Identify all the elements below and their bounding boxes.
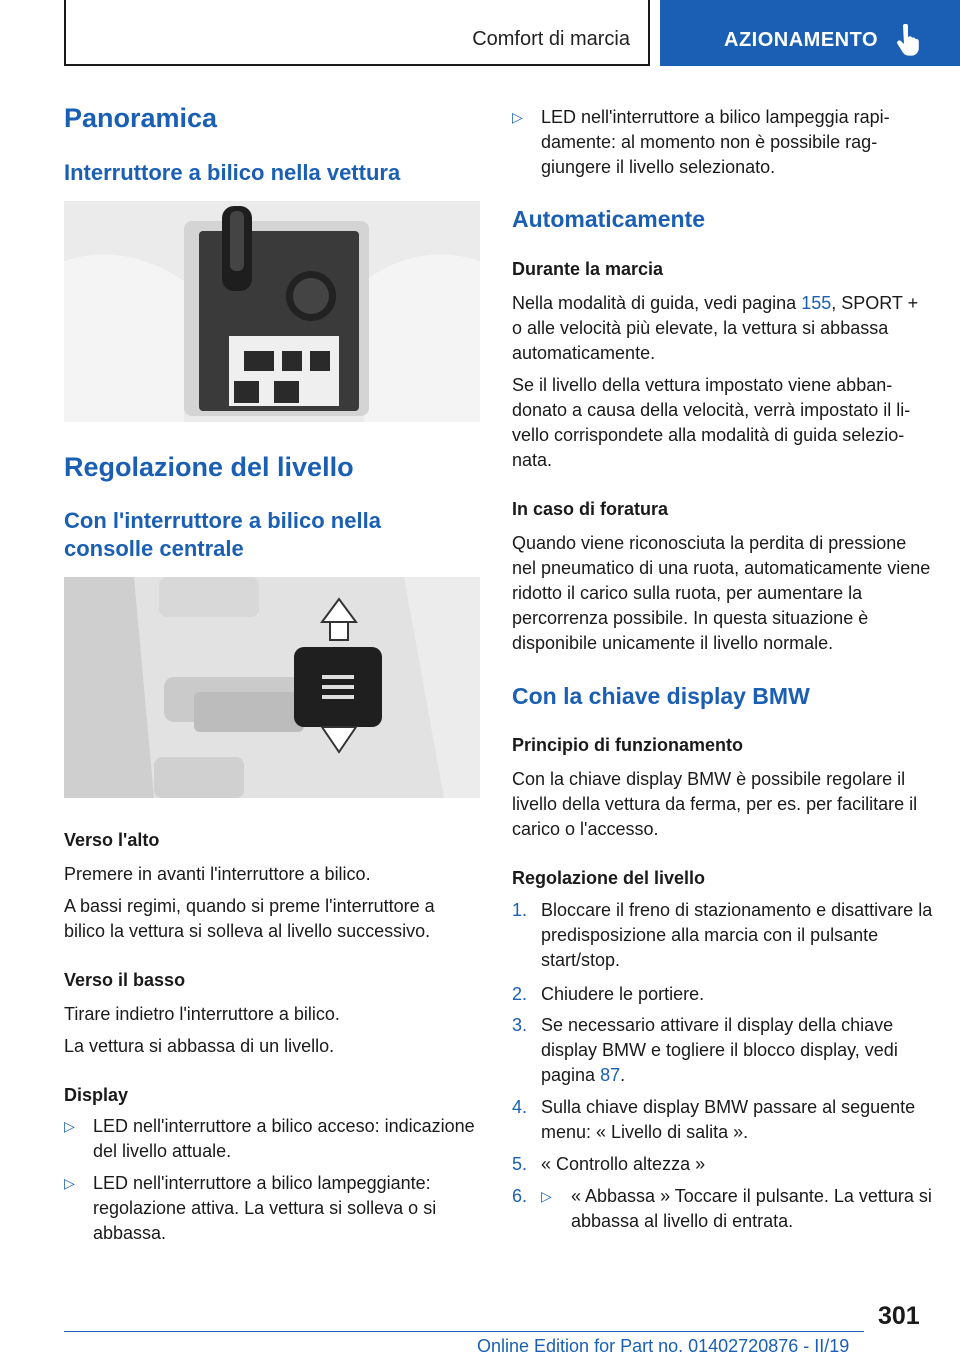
durante-title: Durante la marcia: [512, 259, 664, 279]
header-chapter-tab[interactable]: [660, 0, 960, 66]
hand-pointer-icon: [896, 24, 920, 56]
rocker-switch-image: [64, 577, 480, 798]
header-section-box: [64, 0, 650, 66]
heading-chiave-display: Con la chiave display BMW: [512, 683, 810, 709]
verso-basso-text-1: Tirare indietro l'interruttore a bilico.: [64, 1004, 340, 1024]
heading-regolazione-livello: Regolazione del livello: [64, 452, 354, 482]
triangle-bullet-icon: ▷: [64, 1175, 75, 1191]
triangle-bullet-icon: ▷: [541, 1188, 552, 1204]
footer-edition: Online Edition for Part no. 01402720876 - II/19: [477, 1336, 850, 1356]
heading-automaticamente: Automaticamente: [512, 206, 705, 232]
durante-text-1: Nella modalità di guida, vedi pagina 155, SPORT + o alle velocità più elevate, la vettura si abbassa automaticamente.: [512, 293, 919, 363]
foratura-title: In caso di foratura: [512, 499, 669, 519]
verso-alto-title: Verso l'alto: [64, 830, 160, 850]
heading-panoramica: Panoramica: [64, 103, 218, 133]
verso-basso-title: Verso il basso: [64, 970, 186, 990]
durante-text-2: Se il livello della vettura impostato viene abbandonato a causa della velocità, verrà impostato il livello corrispondete alla modalità di guida selezionata.: [512, 375, 911, 470]
page-link-87[interactable]: 87: [600, 1065, 621, 1085]
principio-title: Principio di funzionamento: [512, 735, 743, 755]
page-number: 301: [878, 1302, 920, 1330]
verso-alto-text-1: Premere in avanti l'interruttore a bilico.: [64, 864, 371, 884]
triangle-bullet-icon: ▷: [512, 109, 523, 125]
page-link-155[interactable]: 155: [801, 293, 832, 313]
footer-divider: [64, 1331, 864, 1332]
foratura-text: Quando viene riconosciuta la perdita di pressione nel pneumatico di una ruota, automaticamente viene ridotto il carico sulla ruota, per aumentare la percorrenza possibile. In questa situazione è disponibile unicamente il livello normale.: [512, 533, 931, 653]
heading-interruttore-vettura: Interruttore a bilico nella vettura: [64, 160, 401, 185]
verso-alto-text-2: A bassi regimi, quando si preme l'interruttore a bilico la vettura si solleva al livello successivo.: [64, 896, 435, 941]
display-title: Display: [64, 1085, 129, 1105]
console-overview-image: [64, 201, 480, 422]
regolazione-title: Regolazione del livello: [512, 868, 706, 888]
principio-text: Con la chiave display BMW è possibile regolare il livello della vettura da ferma, per es. per facilitare il carico o l'accesso.: [512, 769, 918, 839]
header-chapter-label: AZIONAMENTO: [724, 29, 879, 51]
triangle-bullet-icon: ▷: [64, 1118, 75, 1134]
heading-con-interruttore: Con l'interruttore a bilico nella consolle centrale: [64, 508, 381, 561]
header-section-title: Comfort di marcia: [472, 28, 630, 50]
verso-basso-text-2: La vettura si abbassa di un livello.: [64, 1036, 335, 1056]
